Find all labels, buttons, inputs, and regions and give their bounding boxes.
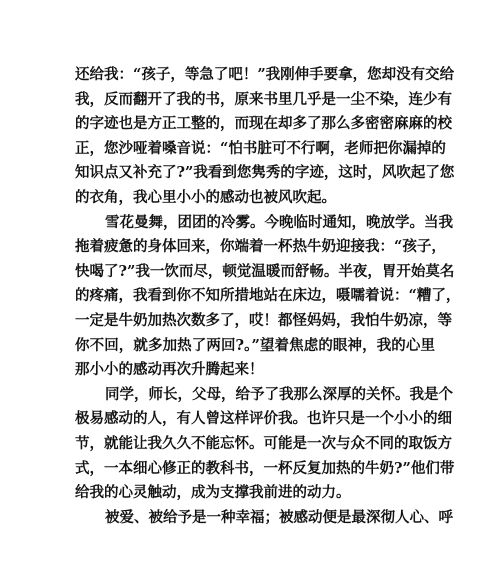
text-line: 给我的心灵触动，成为支撑我前进的动力。 <box>75 484 351 502</box>
text-line: 还给我：“孩子，等急了吧！”我刚伸手要拿，您却没有交给 <box>75 66 455 83</box>
text-line: 式，一本细心修正的教科书，一杯反复加热的牛奶?”他们带 <box>75 459 455 477</box>
text-line: 的疼痛，我看到你不知所措地站在床边，嗫嚅着说：“糟了， <box>75 287 461 305</box>
text-line: 被爱、被给予是一种幸福；被感动便是最深彻人心、呼 <box>105 508 453 526</box>
text-line: 的字迹也是方正工整的，而现在却多了那么多密密麻麻的校 <box>75 115 452 133</box>
text-line: 雪花曼舞，团团的冷雾。今晚临时通知，晚放学。当我 <box>105 213 453 231</box>
text-line: 一定是牛奶加热次数多了，哎！都怪妈妈，我怕牛奶凉，等 <box>75 311 452 329</box>
text-line: 知识点又补充了?”我看到您隽秀的字迹，这时，风吹起了您 <box>75 164 455 182</box>
text-line: 我，反而翻开了我的书，原来书里几乎是一尘不染，连少有 <box>75 90 452 108</box>
text-line: 拖着疲惫的身体回来，你端着一杯热牛奶迎接我：“孩子， <box>75 238 446 256</box>
text-line: 的衣角，我心里小小的感动也被风吹起。 <box>75 188 336 206</box>
text-line: 同学，师长，父母，给予了我那么深厚的关怀。我是个 <box>105 385 453 403</box>
text-line: 极易感动的人，有人曾这样评价我。也许只是一个小小的细 <box>75 410 452 428</box>
text-line: 那小小的感动再次升腾起来！ <box>75 361 264 379</box>
text-line: 快喝了?”我一饮而尽，顿觉温暖而舒畅。半夜，胃开始莫名 <box>75 262 455 280</box>
essay-text <box>75 63 461 530</box>
text-line: 节，就能让我久久不能忘怀。可能是一次与众不同的取饭方 <box>75 434 452 452</box>
text-line: 正，您沙哑着嗓音说：“怕书脏可不行啊，老师把你漏掉的 <box>75 139 446 157</box>
text-line: 你不回，就多加热了两回?。”望着焦虑的眼神，我的心里 <box>75 336 435 354</box>
